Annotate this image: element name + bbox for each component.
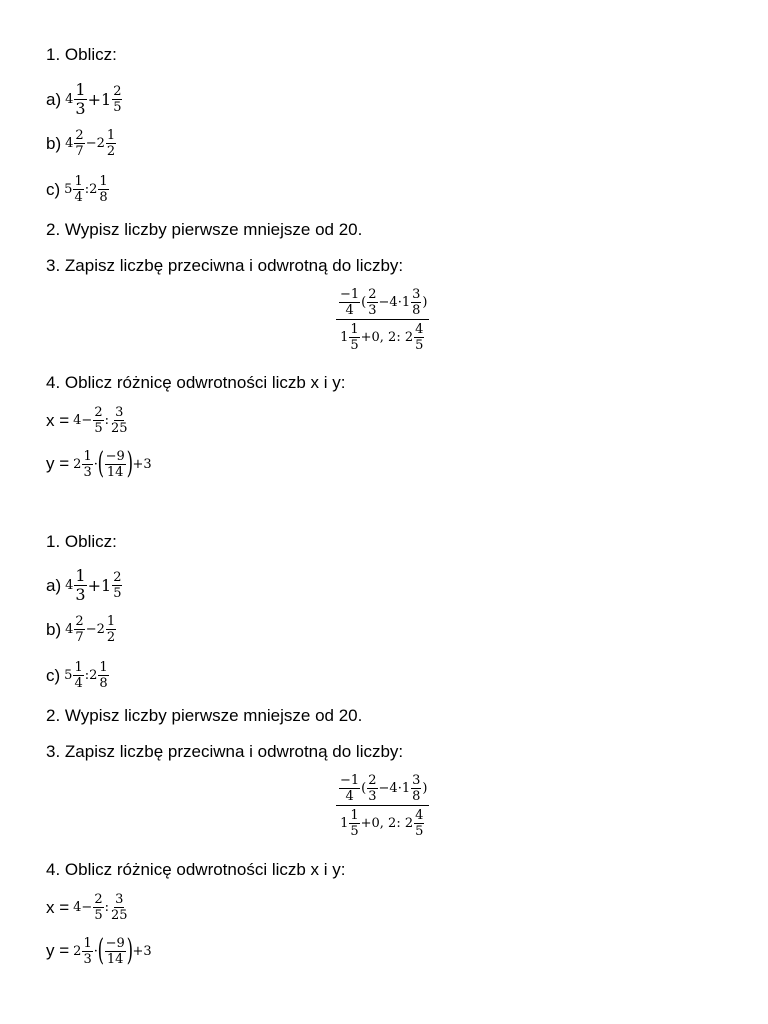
- fraction: $\frac{1}{3}$: [75, 566, 86, 604]
- task4-text: 4. Oblicz różnicę odwrotności liczb x i y:: [46, 860, 346, 879]
- fraction: $\frac{1}{8}$: [99, 660, 108, 691]
- y-label: y =: [46, 454, 70, 473]
- mixed-integer: 4: [65, 622, 74, 637]
- fraction: $\frac{-9}{14}$: [105, 935, 125, 967]
- task1-item-b: [46, 615, 117, 644]
- fraction: $\frac{-9}{14}$: [105, 448, 125, 480]
- fraction: $\frac{2}{5}$: [113, 570, 122, 601]
- item-label: a): [46, 575, 62, 595]
- operator: :: [84, 668, 90, 683]
- item-label: c): [46, 665, 61, 685]
- x-label: x =: [46, 410, 70, 430]
- item-label: b): [46, 619, 62, 639]
- fraction: $\frac{2}{5}$: [113, 84, 122, 115]
- complex-numerator: $\frac{-1}{4}$ ( $\frac{2}{3}$ −4·1 $\frac{3}{8}$ ): [336, 774, 429, 806]
- operator: −: [85, 136, 97, 151]
- item-label: b): [46, 133, 62, 153]
- fraction: $\frac{2}{5}$: [94, 405, 103, 436]
- fraction: $\frac{1}{3}$: [75, 80, 86, 118]
- fraction: $\frac{2}{7}$: [75, 128, 84, 159]
- mixed-integer: 5: [64, 182, 73, 197]
- complex-fraction: [336, 774, 429, 838]
- fraction: $\frac{3}{25}$: [111, 892, 128, 923]
- y-definition: y = 2 $\frac{1}{3}$ · ( $\frac{-9}{14}$ ) +3: [46, 933, 152, 968]
- task2-text: 2. Wypisz liczby pierwsze mniejsze od 20.: [46, 706, 363, 725]
- fraction: $\frac{1}{2}$: [106, 128, 116, 159]
- fraction: $\frac{1}{3}$: [83, 448, 92, 480]
- fraction: $\frac{2}{5}$: [94, 892, 103, 923]
- operator: −: [85, 622, 97, 637]
- x-label: x =: [46, 897, 70, 917]
- mixed-integer: 4: [65, 136, 74, 151]
- x-definition: x = 4− $\frac{2}{5}$ : $\frac{3}{25}$: [46, 892, 128, 923]
- task2-text: 2. Wypisz liczby pierwsze mniejsze od 20.: [46, 220, 363, 239]
- task3-text: 3. Zapisz liczbę przeciwna i odwrotną do liczby:: [46, 256, 404, 275]
- task1-item-c: [46, 175, 110, 204]
- complex-denominator: 1 $\frac{1}{5}$ +0, 2: 2 $\frac{4}{5}$: [340, 808, 424, 839]
- task1-item-b: [46, 129, 117, 158]
- y-label: y =: [46, 941, 70, 960]
- mixed-integer: 5: [64, 668, 73, 683]
- mixed-integer: 2: [89, 668, 98, 683]
- operator: :: [84, 182, 90, 197]
- mixed-integer: 2: [96, 136, 105, 151]
- task3-text: 3. Zapisz liczbę przeciwna i odwrotną do liczby:: [46, 742, 404, 761]
- item-label: c): [46, 179, 61, 199]
- complex-denominator: 1 $\frac{1}{5}$ +0, 2: 2 $\frac{4}{5}$: [340, 322, 424, 353]
- task4-text: 4. Oblicz różnicę odwrotności liczb x i y:: [46, 373, 346, 392]
- task1-title: 1. Oblicz:: [46, 532, 117, 551]
- mixed-integer: 2: [89, 182, 98, 197]
- task1-item-a: [46, 568, 123, 603]
- x-definition: x = 4− $\frac{2}{5}$ : $\frac{3}{25}$: [46, 405, 128, 436]
- fraction: $\frac{1}{3}$: [83, 935, 92, 967]
- item-label: a): [46, 89, 62, 109]
- mixed-integer: 1: [101, 90, 112, 109]
- operator: +: [87, 576, 101, 595]
- fraction: $\frac{1}{4}$: [74, 174, 83, 205]
- task1-item-c: [46, 661, 110, 690]
- complex-fraction: [336, 288, 429, 352]
- fraction: $\frac{2}{7}$: [75, 614, 84, 645]
- y-definition: y = 2 $\frac{1}{3}$ · ( $\frac{-9}{14}$ ) +3: [46, 446, 152, 481]
- fraction: $\frac{1}{2}$: [106, 614, 116, 645]
- fraction: $\frac{1}{4}$: [74, 660, 83, 691]
- mixed-integer: 4: [65, 92, 74, 107]
- fraction: $\frac{1}{8}$: [99, 174, 108, 205]
- task1-title: 1. Oblicz:: [46, 45, 117, 64]
- complex-numerator: $\frac{-1}{4}$ ( $\frac{2}{3}$ −4·1 $\frac{3}{8}$ ): [336, 288, 429, 320]
- mixed-integer: 1: [101, 576, 112, 595]
- task1-item-a: [46, 82, 123, 117]
- mixed-integer: 4: [65, 578, 74, 593]
- mixed-integer: 2: [96, 622, 105, 637]
- operator: +: [87, 90, 101, 109]
- fraction: $\frac{3}{25}$: [111, 405, 128, 436]
